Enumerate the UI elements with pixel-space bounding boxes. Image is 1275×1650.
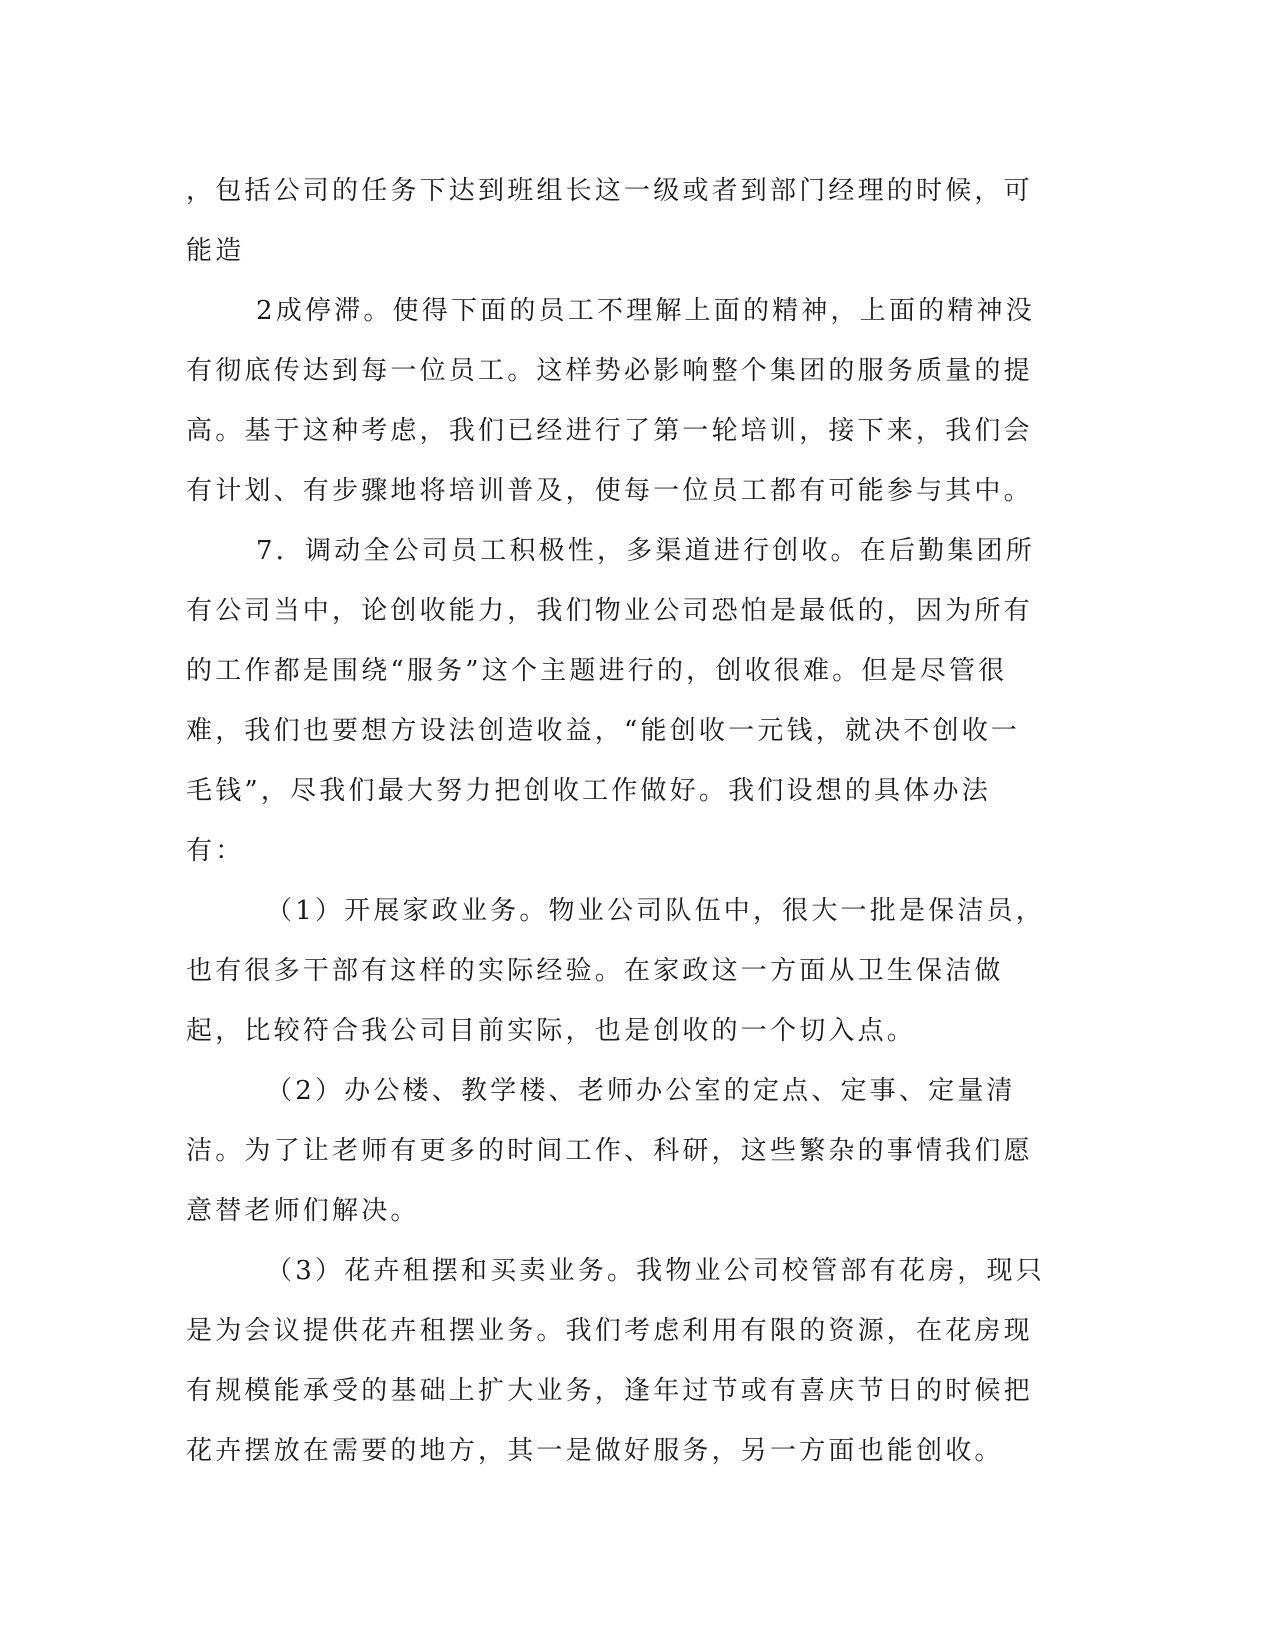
paragraph-continuation: ，包括公司的任务下达到班组长这一级或者到部门经理的时候，可能造 [186,176,1033,266]
paragraph-item-7: 7．调动全公司员工积极性，多渠道进行创收。在后勤集团所有公司当中，论创收能力，我们物业公司恐怕是最低的，因为所有的工作都是围绕“服务”这个主题进行的，创收很难。但是尽管很难，我们也要想方设法创造收益，“能创收一元钱，就决不创收一毛钱”，尽我们最大努力把创收工作做好。我们设想的具体办法有： [186,536,1035,866]
paragraph-subitem-1: （1）开展家政业务。物业公司队伍中，很大一批是保洁员，也有很多干部有这样的实际经验。在家政这一方面从卫生保洁做起，比较符合我公司目前实际，也是创收的一个切入点。 [186,896,1045,1046]
paragraph-subitem-3: （3）花卉租摆和买卖业务。我物业公司校管部有花房，现只是为会议提供花卉租摆业务。我们考虑利用有限的资源，在花房现有规模能承受的基础上扩大业务，逢年过节或有喜庆节日的时候把花卉摆放在需要的地方，其一是做好服务，另一方面也能创收。 [186,1256,1045,1466]
paragraph-training: 2成停滞。使得下面的员工不理解上面的精神，上面的精神没有彻底传达到每一位员工。这样势必影响整个集团的服务质量的提高。基于这种考虑，我们已经进行了第一轮培训，接下来，我们会有计划、有步骤地将培训普及，使每一位员工都有可能参与其中。 [186,296,1035,506]
document-body [186,161,1046,1481]
paragraph-subitem-2: （2）办公楼、教学楼、老师办公室的定点、定事、定量清洁。为了让老师有更多的时间工作、科研，这些繁杂的事情我们愿意替老师们解决。 [186,1076,1033,1226]
